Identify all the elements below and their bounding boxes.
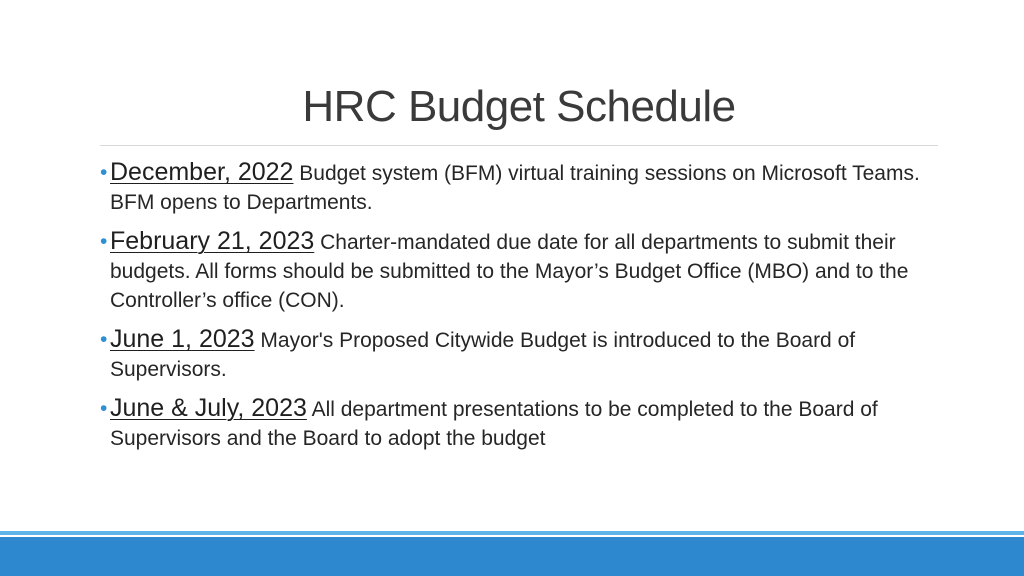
- schedule-date: June 1, 2023: [110, 325, 255, 353]
- list-item: [100, 158, 938, 217]
- bullet-icon: •: [100, 230, 108, 253]
- footer-accent-line: [0, 531, 1024, 535]
- schedule-date: December, 2022: [110, 158, 294, 186]
- slide-title: HRC Budget Schedule: [302, 82, 736, 131]
- schedule-description: Charter-mandated due date for all departments to submit their budgets. All forms should be submitted to the Mayor’s Budget Office (MBO) and to the Controller’s office (CON).: [110, 231, 909, 312]
- schedule-date: June & July, 2023: [110, 394, 307, 422]
- bullet-icon: •: [100, 328, 108, 351]
- schedule-description: All department presentations to be completed to the Board of Supervisors and the Board to adopt the budget: [110, 398, 878, 450]
- list-item: [100, 394, 938, 453]
- footer-bar: [0, 537, 1024, 576]
- title-divider: [100, 145, 938, 146]
- bullet-list: [100, 158, 938, 463]
- bullet-icon: •: [100, 161, 108, 184]
- schedule-description: Budget system (BFM) virtual training sessions on Microsoft Teams. BFM opens to Departments.: [110, 162, 920, 214]
- schedule-description: Mayor's Proposed Citywide Budget is introduced to the Board of Supervisors.: [110, 329, 856, 381]
- bullet-icon: •: [100, 397, 108, 420]
- schedule-date: February 21, 2023: [110, 227, 315, 255]
- list-item: [100, 227, 938, 315]
- list-item: [100, 325, 938, 384]
